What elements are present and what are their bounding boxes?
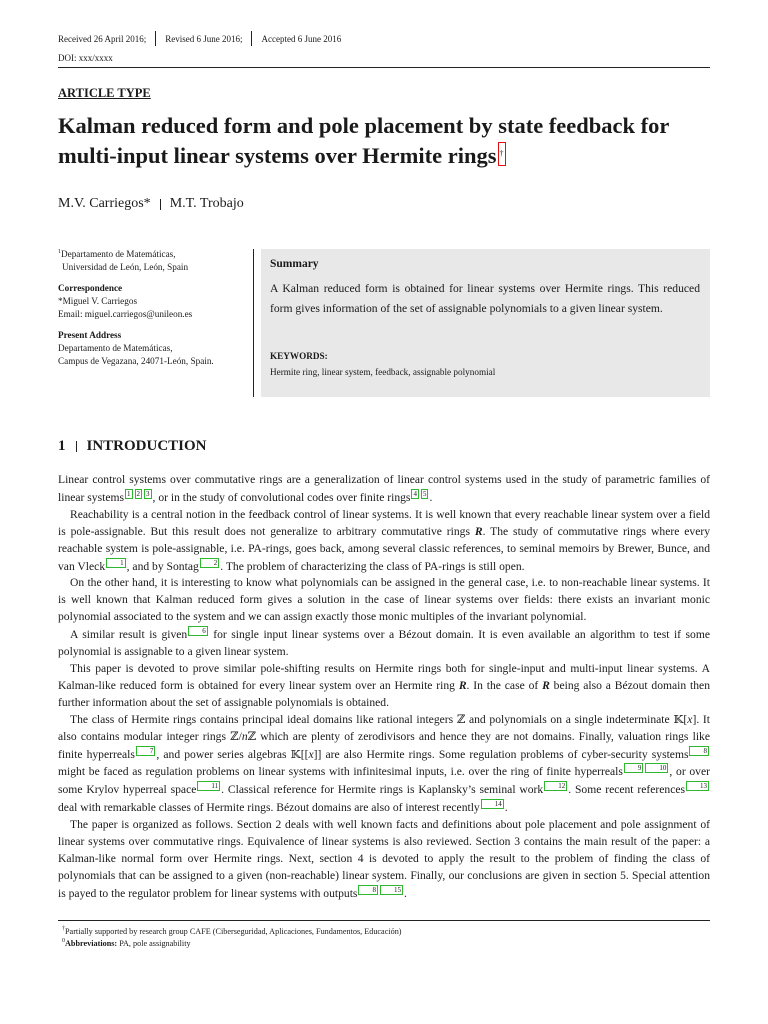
- title-footnote-link[interactable]: †: [498, 142, 506, 166]
- author-1: M.V. Carriegos*: [58, 196, 151, 211]
- correspondence-email[interactable]: Email: miguel.carriegos@unileon.es: [58, 309, 193, 319]
- correspondence: [58, 282, 248, 321]
- citation-link[interactable]: 1: [106, 558, 126, 568]
- summary-text: A Kalman reduced form is obtained for linear systems over Hermite rings. This reduced form gives information of the set of assignable polynomials to a given linear system.: [270, 282, 700, 315]
- title-line-1: Kalman reduced form and pole placement by state feedback for: [58, 113, 670, 138]
- paragraph: On the other hand, it is interesting to know what polynomials can be assigned in the general case, i.e. to non-reachable linear systems. It is well known that Kalman reduced form gives a solution in the case of linear systems over fields: there exists an invariant monic polynomial associated to the system and we can assign exactly those monic multiples of the invariant polynomial.: [58, 576, 710, 624]
- footnote-rule: [58, 920, 710, 921]
- author-info: [58, 246, 248, 376]
- divider: [160, 199, 161, 210]
- doi: DOI: xxx/xxxx: [58, 53, 113, 63]
- section-heading: [58, 438, 207, 455]
- revised-date: Revised 6 June 2016;: [165, 33, 243, 44]
- paragraph: A similar result is given 6 for single input linear systems over a Bézout domain. It is even available an algorithm to test if some polynomial is assignable to a given linear system.: [58, 627, 711, 659]
- paragraph: Linear control systems over commutative rings are a generalization of linear control systems used in the study of parametric families of linear systems 1 2 3 , or in the study of convolutional codes over finite rings 4 5 .: [58, 473, 710, 504]
- citation-link[interactable]: 3: [146, 489, 150, 498]
- body-text: [58, 472, 710, 903]
- paragraph: The paper is organized as follows. Section 2 deals with well known facts and definitions about pole placement and pole assignment of linear systems over commutative rings. Equivalence of linear systems is also reviewed. Section 3 contains the main result of the paper: a Kalman-like normal form over Hermite rings. Next, section 4 is devoted to apply the result to the problem of finding the class of polynomials that can be assigned to a given (non-reachable) linear system. Finally, our conclusions are given in section 5. Special attention is payed to the regulator problem for linear systems with outputs 8 15 .: [58, 818, 710, 900]
- citation-link[interactable]: 9: [624, 763, 644, 773]
- correspondence-heading: Correspondence: [58, 283, 123, 293]
- section-title: INTRODUCTION: [86, 438, 207, 454]
- citation-link[interactable]: 8: [358, 885, 378, 895]
- paragraph: The class of Hermite rings contains principal ideal domains like rational integers ℤ and polynomials on a single indeterminate 𝕂[x]. It also contains modular integer rings ℤ/nℤ which are plenty of zerodivisors and hence they are not domains. Finally, valuation rings like finite hyperreals 7 , and power series algebras 𝕂[[x]] are also Hermite rings. Some regulation problems of cyber-security systems 8 might be faced as regulation problems on linear systems with infinitesimal inputs, i.e. over the ring of finite hyperreals 9 10 , or over some Krylov hyperreal space 11 . Classical reference for Hermite rings is Kaplansky’s seminal work 12 . Some recent references 13 deal with remarkable classes of Hermite rings. Bézout domains are also of interest recently 14 .: [58, 712, 710, 815]
- keywords: Hermite ring, linear system, feedback, assignable polynomial: [270, 367, 496, 377]
- header-rule: [58, 67, 710, 68]
- title-line-2: multi-input linear systems over Hermite rings: [58, 143, 497, 168]
- citation-link[interactable]: 5: [422, 489, 427, 498]
- citation-link[interactable]: 8: [689, 746, 709, 756]
- citation-link[interactable]: 13: [686, 781, 709, 791]
- paper-title: [58, 111, 718, 171]
- summary-heading: Summary: [270, 258, 319, 270]
- keywords-heading: KEYWORDS:: [270, 351, 328, 361]
- citation-link[interactable]: 11: [197, 781, 220, 791]
- section-number: 1: [58, 438, 66, 454]
- footnote-funding: †Partially supported by research group CAFE (Ciberseguridad, Aplicaciones, Fundamentos, Educación): [62, 926, 402, 936]
- citation-link[interactable]: 7: [136, 746, 156, 756]
- article-type: ARTICLE TYPE: [58, 86, 151, 100]
- accepted-date: Accepted 6 June 2016: [261, 33, 342, 44]
- divider: [155, 31, 156, 46]
- citation-link[interactable]: 14: [481, 799, 504, 809]
- footnote-abbreviations: $^0$Abbreviations: PA, pole assignability: [62, 938, 191, 948]
- citation-link[interactable]: 15: [380, 885, 403, 895]
- authors: [58, 196, 244, 212]
- citation-link[interactable]: 6: [188, 626, 208, 636]
- present-address: Present Address Departamento de Matemáticas, Campus de Vegazana, 24071-León, Spain.: [58, 329, 248, 368]
- paragraph: Reachability is a central notion in the feedback control of linear systems. It is well known that every reachable linear system over a field is pole-assignable. But this result does not generalize to arbitrary commutative rings R. The study of commutative rings where every reachable system is pole-assignable, i.e. PA-rings, goes back, among several classic references, to seminal memoirs by Brewer, Bunce, and van Vleck 1 , and by Sontag 2 . The problem of characterizing the class of PA-rings is still open.: [58, 507, 710, 573]
- citation-link[interactable]: 12: [544, 781, 567, 791]
- affiliation: $^1$Departamento de Matemáticas, Universidad de León, León, Spain: [58, 249, 189, 272]
- citation-link[interactable]: 4: [413, 489, 417, 498]
- received-date: Received 26 April 2016;: [58, 33, 147, 44]
- author-2: M.T. Trobajo: [169, 196, 244, 211]
- present-address-heading: Present Address: [58, 330, 122, 340]
- correspondence-name: *Miguel V. Carriegos: [58, 296, 138, 306]
- summary-box: [261, 249, 710, 397]
- citation-link[interactable]: 2: [200, 558, 220, 568]
- divider: [251, 31, 252, 46]
- citation-link[interactable]: 1: [127, 489, 131, 498]
- citation-link[interactable]: 2: [136, 489, 141, 498]
- citation-link[interactable]: 10: [645, 763, 668, 773]
- paragraph: This paper is devoted to prove similar pole-shifting results on Hermite rings both for single-input and multi-input linear systems. A Kalman-like reduced form is obtained for every linear system over an Hermite ring R. In the case of R being also a Bézout domain then further information about the set of assignable polynomials is obtained.: [58, 661, 711, 709]
- publication-history: [58, 31, 341, 46]
- column-divider: [253, 249, 254, 397]
- divider: [76, 441, 77, 452]
